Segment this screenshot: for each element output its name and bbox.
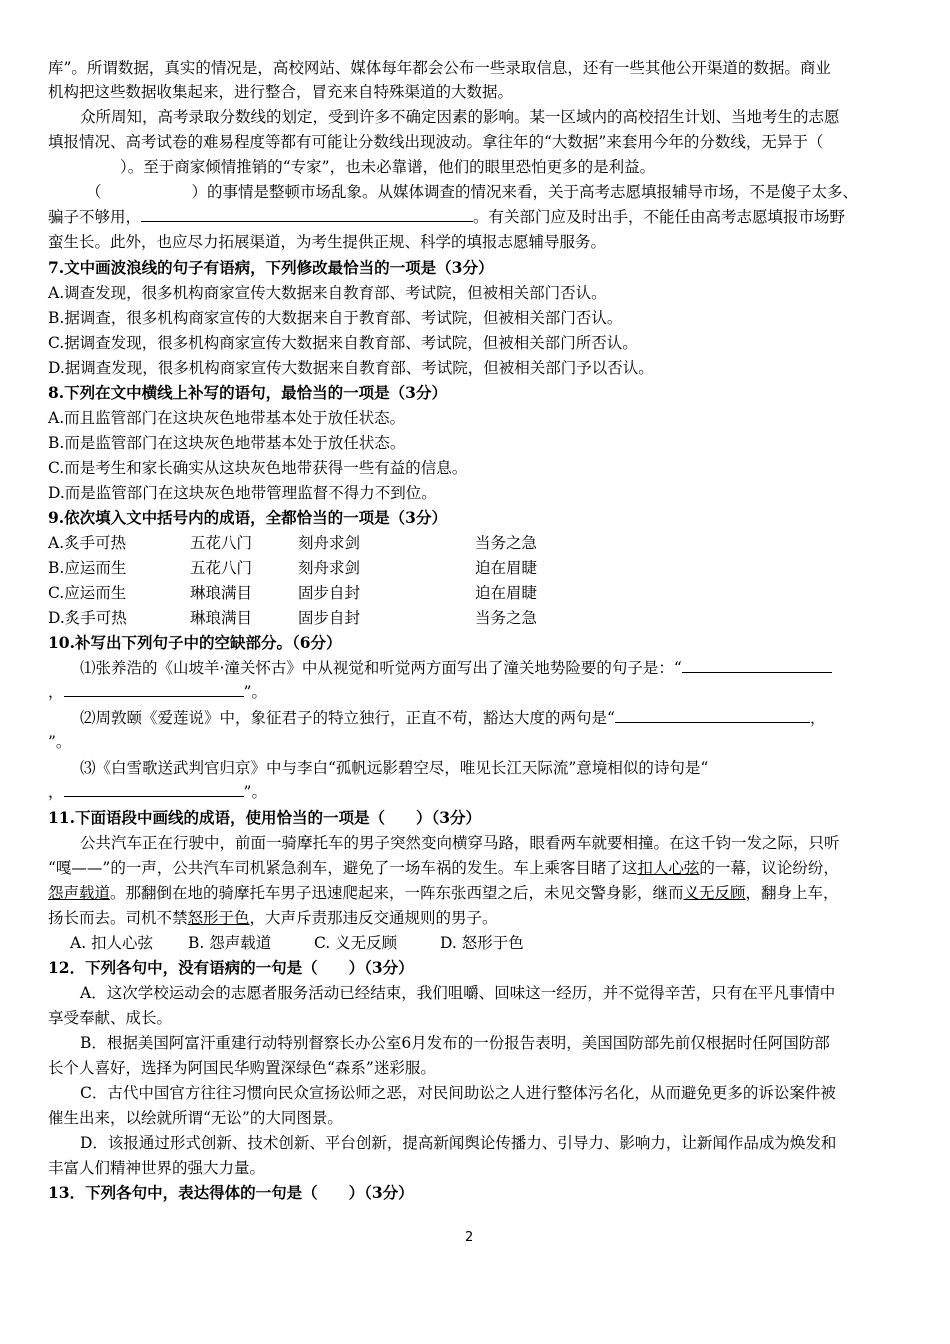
q9-option-c[interactable]: C.应运而生 (48, 584, 127, 602)
q9-cell: 刻舟求剑 (298, 559, 361, 577)
q9-cell: 琳琅满目 (190, 584, 253, 602)
q9-cell: 五花八门 (190, 534, 253, 552)
q10-item-1-cont (48, 680, 908, 704)
passage-line: 众所周知，高考录取分数线的划定，受到许多不确定因素的影响。某一区域内的高校招生计划、当地考生的志愿 (80, 108, 840, 126)
passage-text: 。有关部门应及时出手，不能任由高考志愿填报市场野 (473, 208, 846, 226)
passage-line: 库”。所谓数据，真实的情况是，高校网站、媒体每年都会公布一些录取信息，还有一些其他公开渠道的数据。商业 (48, 59, 831, 77)
q8-option-c[interactable]: C.而是考生和家长确实从这块灰色地带获得一些有益的信息。 (48, 459, 468, 477)
comma: ， (48, 683, 64, 701)
question-9-stem: 9.依次填入文中括号内的成语，全都恰当的一项是（3分） (48, 508, 447, 527)
q9-cell: 迫在眉睫 (475, 584, 538, 602)
underlined-idiom: 怨声载道 (48, 884, 111, 902)
fill-blank[interactable] (64, 780, 244, 797)
fill-blank[interactable] (682, 656, 832, 673)
underlined-idiom: 怒形于色 (187, 909, 250, 927)
q11-passage-line (48, 906, 908, 930)
question-7-stem: 7.文中画波浪线的句子有语病，下列修改最恰当的一项是（3分） (48, 258, 494, 277)
question-11-stem: 11.下面语段中画线的成语，使用恰当的一项是（ ）（3分） (48, 808, 482, 827)
passage-text: “嘎——”的一声，公共汽车司机紧急刹车，避免了一场车祸的发生。车上乘客目睹了这 (48, 859, 638, 877)
q9-cell: 迫在眉睫 (475, 559, 538, 577)
q7-option-c[interactable]: C.据调查发现，很多机构商家宣传大数据来自教育部、考试院，但被相关部门所否认。 (48, 334, 638, 352)
fill-blank[interactable] (615, 706, 810, 723)
passage-line: ）。至于商家倾情推销的“专家”，也未必靠谱，他们的眼里恐怕更多的是利益。 (120, 158, 656, 176)
q11-passage-line: 公共汽车正在行驶中，前面一骑摩托车的男子突然变向横穿马路，眼看两车就要相撞。在这千钧一发之际，只听 (80, 834, 840, 852)
question-12-stem: 12．下列各句中，没有语病的一句是（ ）（3分） (48, 958, 414, 977)
q10-item-1 (80, 656, 940, 680)
passage-line (48, 205, 908, 229)
question-13-stem: 13．下列各句中，表达得体的一句是（ ）（3分） (48, 1183, 414, 1202)
q10-item-3-cont (48, 780, 908, 804)
q10-item-1-text: ⑴张养浩的《山坡羊·潼关怀古》中从视觉和听觉两方面写出了潼关地势险要的句子是：“ (80, 659, 682, 677)
underlined-idiom: 义无反顾 (683, 884, 746, 902)
q7-option-a[interactable]: A.调查发现，很多机构商家宣传大数据来自教育部、考试院，但被相关部门否认。 (48, 284, 607, 302)
q9-cell: 五花八门 (190, 559, 253, 577)
q9-cell: 刻舟求剑 (298, 534, 361, 552)
comma: ， (809, 709, 826, 727)
q7-option-b[interactable]: B.据调查，很多机构商家宣传的大数据来自于教育部、考试院，但被相关部门否认。 (48, 309, 623, 327)
underlined-idiom: 扣人心弦 (637, 859, 700, 877)
passage-text: 的一幕，议论纷纷， (699, 859, 839, 877)
q9-option-b[interactable]: B.应运而生 (48, 559, 127, 577)
q12-option-a-cont: 享受奉献、成长。 (48, 1009, 173, 1027)
passage-text: ）的事情是整顿市场乱象。从媒体调查的情况来看，关于高考志愿填报辅导市场，不是傻子太多、 (191, 183, 859, 201)
q12-option-b-cont: 长个人喜好，选择为阿国民华购置深绿色“森系”迷彩服。 (48, 1059, 436, 1077)
q12-option-b[interactable]: B．根据美国阿富汗重建行动特别督察长办公室6月发布的一份报告表明，美国国防部先前仅根据时任阿国防部 (80, 1034, 830, 1052)
question-10-stem: 10.补写出下列句子中的空缺部分。（6分） (48, 633, 342, 652)
q9-option-d[interactable]: D.炙手可热 (48, 609, 127, 627)
passage-text: 扬长而去。司机不禁 (48, 909, 188, 927)
q11-options (70, 931, 930, 955)
q9-cell: 固步自封 (298, 609, 361, 627)
q9-option-a[interactable]: A.炙手可热 (48, 534, 127, 552)
paren-open: （ (86, 183, 102, 201)
q12-option-d[interactable]: D．该报通过形式创新、技术创新、平台创新，提高新闻舆论传播力、引导力、影响力，让新闻作品成为焕发和 (80, 1134, 837, 1152)
passage-line: 蛮生长。此外，也应尽力拓展渠道，为考生提供正规、科学的填报志愿辅导服务。 (48, 233, 607, 251)
q10-item-2-text: ⑵周敦颐《爱莲说》中，象征君子的特立独行，正直不苟，豁达大度的两句是“ (80, 709, 615, 727)
q12-option-a[interactable]: A．这次学校运动会的志愿者服务活动已经结束，我们咀嚼、回味这一经历，并不觉得辛苦，只有在平凡事情中 (80, 984, 836, 1002)
q11-option-a[interactable]: A. 扣人心弦 (70, 934, 154, 952)
passage-line: 机构把这些数据收集起来，进行整合，冒充来自特殊渠道的大数据。 (48, 83, 514, 101)
close-quote: ”。 (243, 683, 267, 701)
q11-passage-line (48, 856, 908, 880)
q10-item-3-text: ⑶《白雪歌送武判官归京》中与李白“孤帆远影碧空尽，唯见长江天际流”意境相似的诗句是“ (80, 759, 709, 777)
q9-cell: 当务之急 (475, 609, 538, 627)
q9-cell: 固步自封 (298, 584, 361, 602)
q11-option-d[interactable]: D. 怒形于色 (440, 934, 524, 952)
comma: ， (48, 783, 64, 801)
fill-blank[interactable] (64, 680, 244, 697)
q11-passage-line (48, 881, 908, 905)
q8-option-a[interactable]: A.而且监管部门在这块灰色地带基本处于放任状态。 (48, 409, 406, 427)
q10-item-3 (80, 756, 940, 780)
q11-option-c[interactable]: C. 义无反顾 (314, 934, 398, 952)
question-8-stem: 8.下列在文中横线上补写的语句，最恰当的一项是（3分） (48, 383, 447, 402)
q12-option-d-cont: 丰富人们精神世界的强大力量。 (48, 1159, 266, 1177)
passage-text: ，翻身上车， (745, 884, 839, 902)
passage-line (86, 180, 946, 204)
q9-cell: 琳琅满目 (190, 609, 253, 627)
q7-option-d[interactable]: D.据调查发现，很多机构商家宣传大数据来自教育部、考试院，但被相关部门予以否认。 (48, 359, 654, 377)
page-number: 2 (465, 1230, 474, 1245)
q10-item-2 (80, 706, 940, 730)
q12-option-c-cont: 催生出来，以绘就所谓“无讼”的大同图景。 (48, 1109, 343, 1127)
q8-option-d[interactable]: D.而是监管部门在这块灰色地带管理监督不得力不到位。 (48, 484, 437, 502)
q8-option-b[interactable]: B.而是监管部门在这块灰色地带基本处于放任状态。 (48, 434, 406, 452)
q11-option-b[interactable]: B. 怨声载道 (188, 934, 272, 952)
passage-text: ，大声斥责那违反交通规则的男子。 (249, 909, 498, 927)
passage-line: 填报情况、高考试卷的难易程度等都有可能让分数线出现波动。拿往年的“大数据”来套用今年的分数线，无异于（ (48, 133, 824, 151)
passage-text: 。那翻倒在地的骑摩托车男子迅速爬起来，一阵东张西望之后，未见交警身影，继而 (110, 884, 684, 902)
close-quote: ”。 (243, 783, 267, 801)
fill-blank[interactable] (141, 205, 473, 222)
q10-item-2-cont: ”。 (48, 733, 72, 751)
passage-text: 骗子不够用， (48, 208, 142, 226)
q12-option-c[interactable]: C．古代中国官方往往习惯向民众宣扬讼师之恶，对民间助讼之人进行整体污名化，从而避免更多的诉讼案件被 (80, 1084, 836, 1102)
q9-cell: 当务之急 (475, 534, 538, 552)
